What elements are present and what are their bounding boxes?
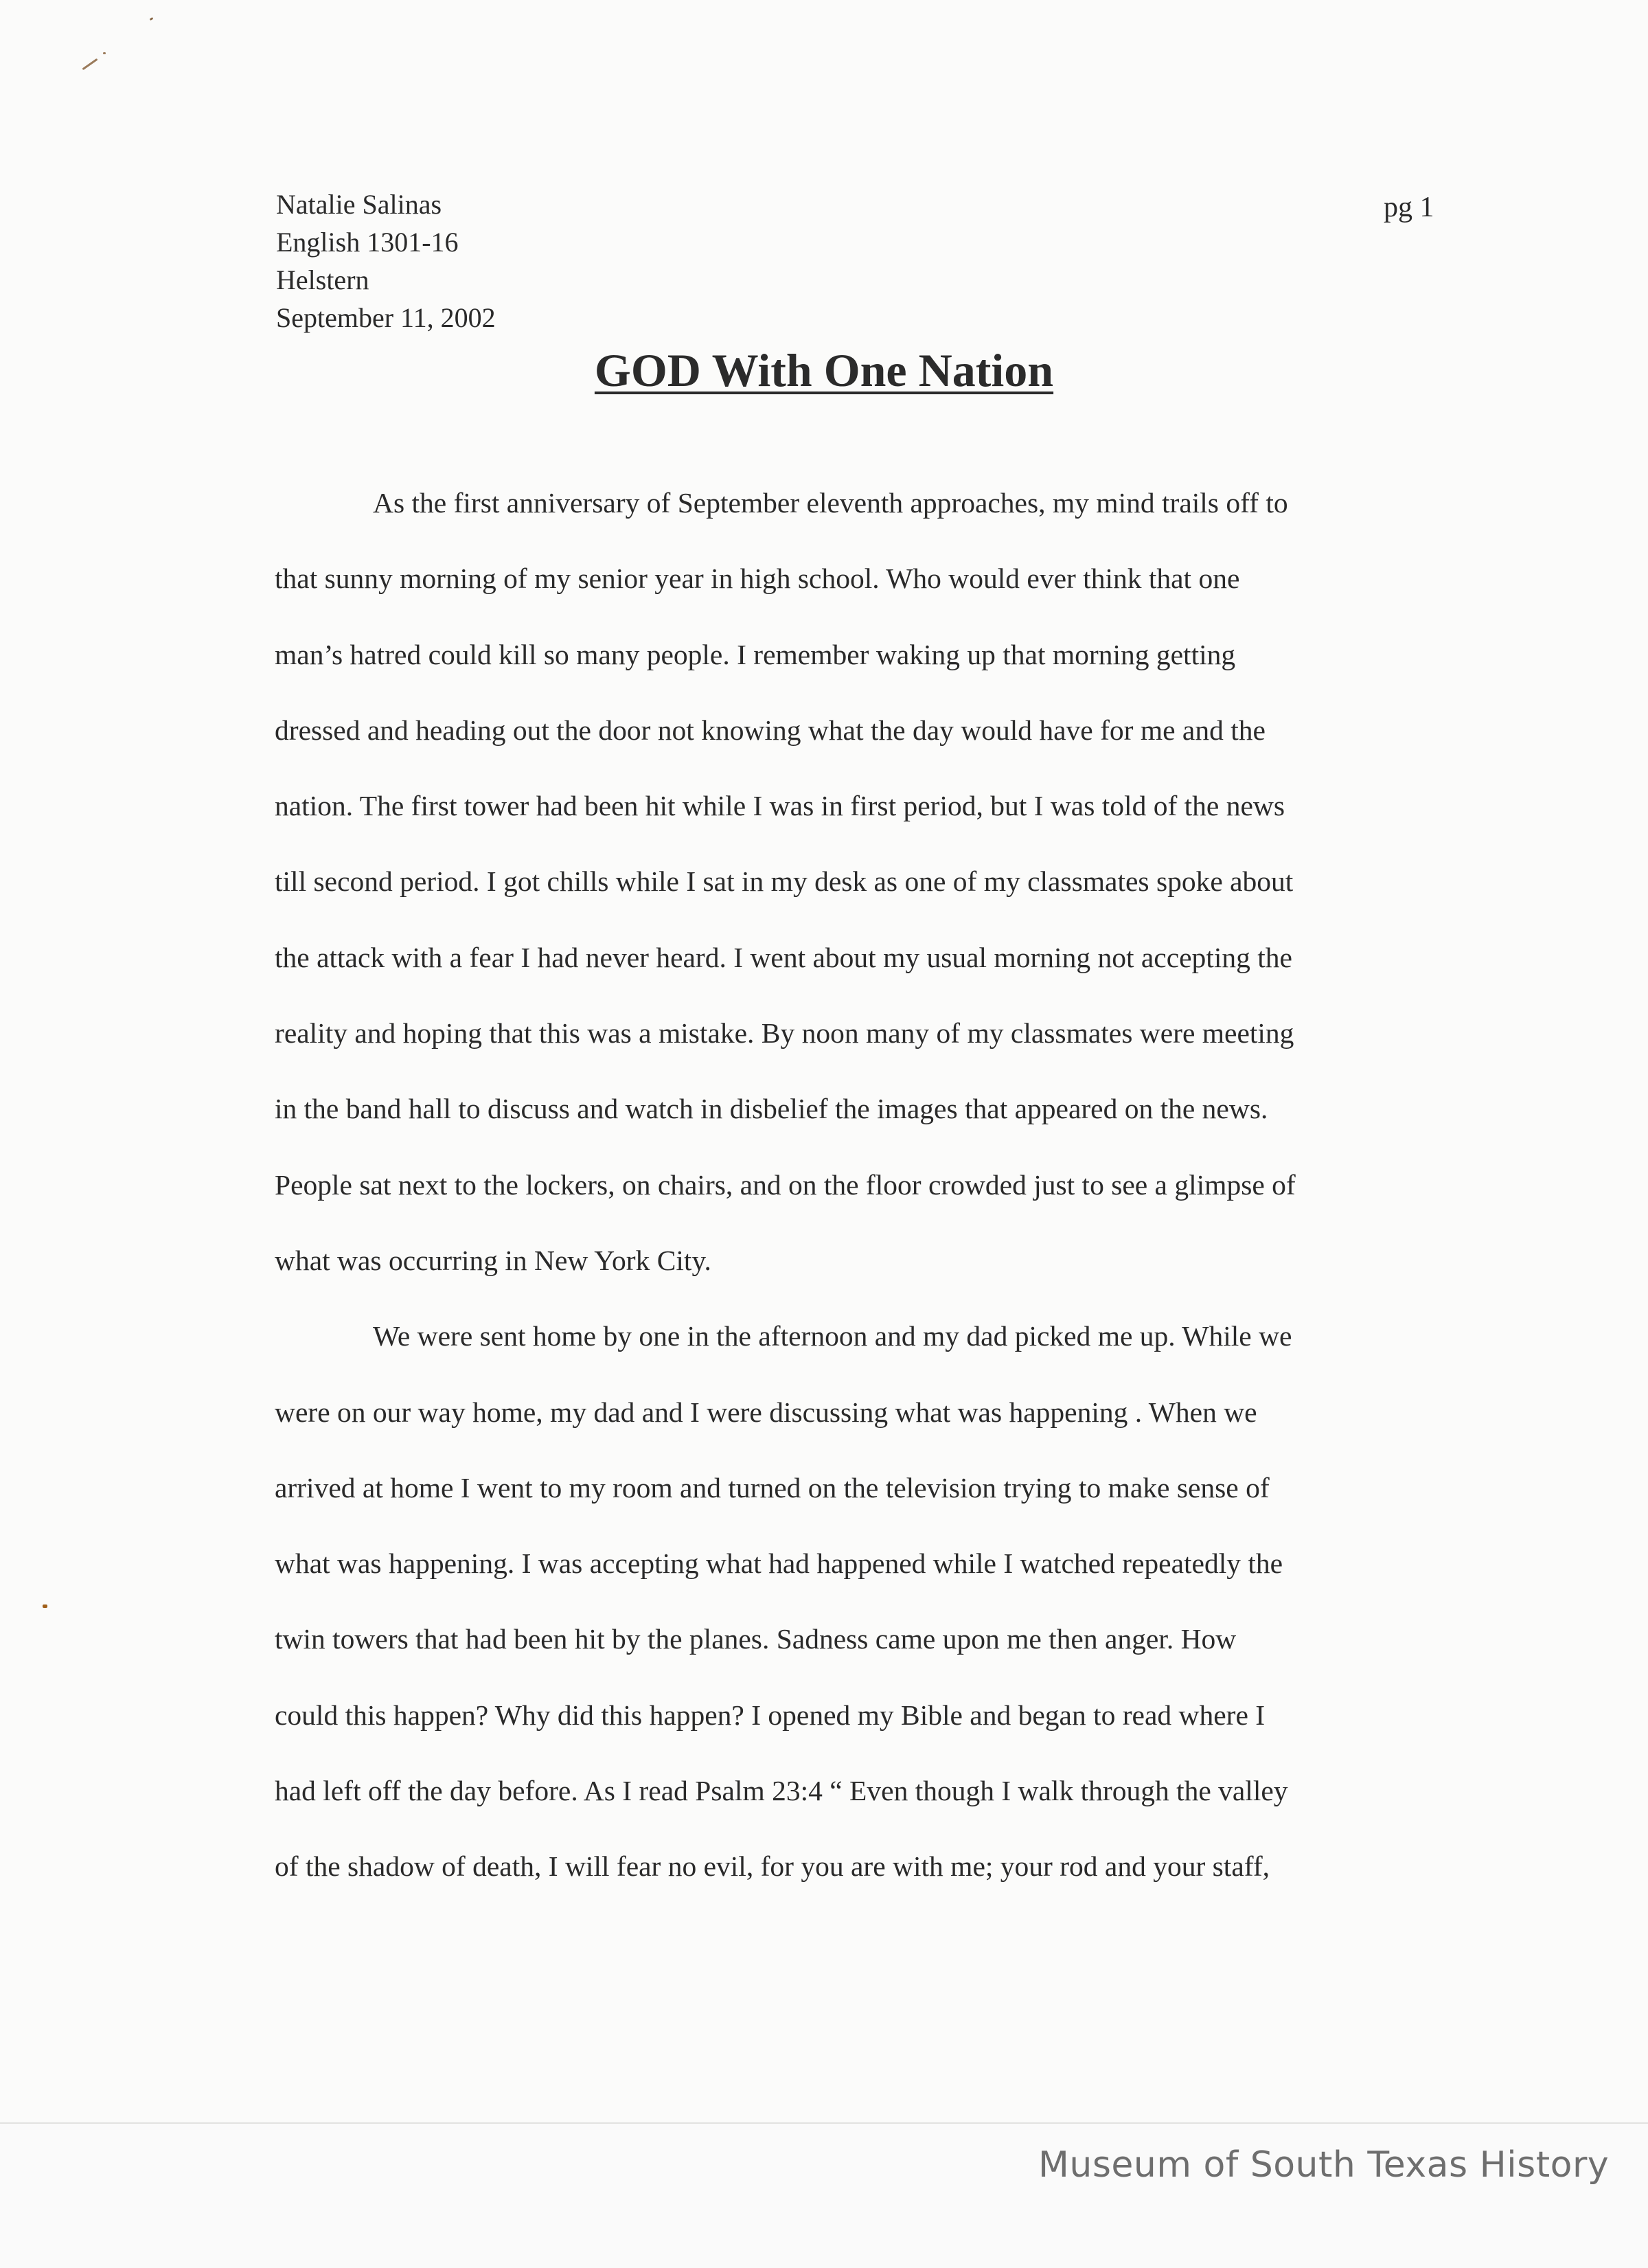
stray-pen-mark: [43, 1604, 47, 1608]
essay-title: GOD With One Nation: [594, 344, 1054, 396]
course-name: English 1301-16: [276, 227, 459, 258]
body-line: had left off the day before. As I read Psalm 23:4 “ Even though I walk through the valley: [275, 1775, 1288, 1807]
body-line: were on our way home, my dad and I were discussing what was happening . When we: [275, 1396, 1257, 1428]
body-line: the attack with a fear I had never heard. I went about my usual morning not accepting the: [275, 941, 1292, 973]
stray-pen-mark: [82, 58, 98, 70]
body-line: of the shadow of death, I will fear no evil, for you are with me; your rod and your staff,: [275, 1850, 1270, 1883]
body-line: We were sent home by one in the afternoon and my dad picked me up. While we: [373, 1320, 1292, 1352]
essay-body: [275, 465, 1442, 1905]
body-line: what was occurring in New York City.: [275, 1244, 711, 1276]
body-line: dressed and heading out the door not knowing what the day would have for me and the: [275, 714, 1266, 746]
body-line: that sunny morning of my senior year in high school. Who would ever think that one: [275, 563, 1240, 595]
page-number: pg 1: [1384, 192, 1434, 223]
body-line: twin towers that had been hit by the planes. Sadness came upon me then anger. How: [275, 1623, 1237, 1655]
body-line: could this happen? Why did this happen? I opened my Bible and began to read where I: [275, 1699, 1266, 1731]
body-line: man’s hatred could kill so many people. I remember waking up that morning getting: [275, 638, 1236, 670]
body-line: in the band hall to discuss and watch in disbelief the images that appeared on the news.: [275, 1093, 1268, 1125]
body-line: reality and hoping that this was a mistake. By noon many of my classmates were meeting: [275, 1017, 1294, 1050]
author-name: Natalie Salinas: [276, 189, 442, 220]
body-line: People sat next to the lockers, on chairs, and on the floor crowded just to see a glimpse of: [275, 1168, 1296, 1201]
stray-pen-mark: [150, 17, 154, 21]
museum-watermark: Museum of South Texas History: [1038, 2144, 1610, 2186]
body-line: what was happening. I was accepting what had happened while I watched repeatedly the: [275, 1547, 1283, 1580]
body-line: nation. The first tower had been hit while I was in first period, but I was told of the news: [275, 790, 1285, 822]
body-line: till second period. I got chills while I sat in my desk as one of my classmates spoke about: [275, 865, 1294, 898]
essay-date: September 11, 2002: [276, 302, 496, 333]
body-line: As the first anniversary of September eleventh approaches, my mind trails off to: [373, 487, 1288, 519]
header-block: [276, 185, 496, 337]
stray-pen-mark: [103, 52, 106, 54]
instructor-name: Helstern: [276, 264, 369, 295]
body-line: arrived at home I went to my room and turned on the television trying to make sense of: [275, 1471, 1270, 1504]
